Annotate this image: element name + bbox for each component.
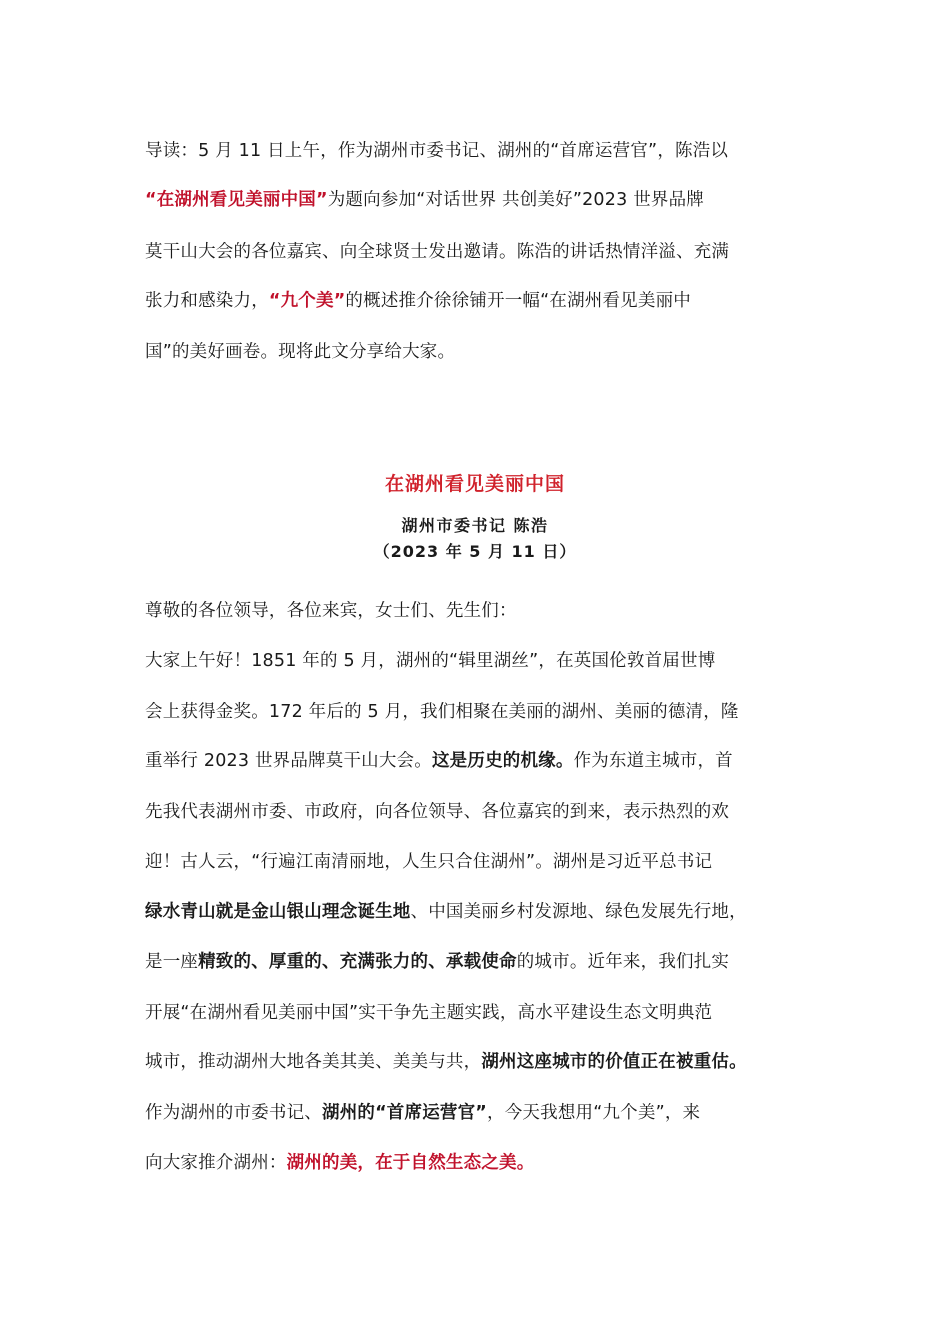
body-text: 作为东道主城市，首 xyxy=(573,751,733,771)
intro-text: 张力和感染力， xyxy=(145,291,269,311)
body-text: 向大家推介湖州： xyxy=(145,1153,287,1173)
body-line-6 xyxy=(145,900,747,924)
intro-text: 国”的美好画卷。现将此文分享给大家。 xyxy=(145,342,456,362)
body-text: 开展“在湖州看见美丽中国”实干争先主题实践，高水平建设生态文明典范 xyxy=(145,1003,713,1023)
body-text: 城市，推动湖州大地各美其美、美美与共， xyxy=(145,1052,482,1072)
body-line-7 xyxy=(145,950,729,974)
body-line-3 xyxy=(145,749,733,773)
speech-author: 湖州市委书记 陈浩 xyxy=(401,516,549,535)
bold-phrase: 精致的、厚重的、充满张力的、承载使命 xyxy=(198,952,517,972)
body-text: 大家上午好！1851 年的 5 月，湖州的“辑里湖丝”，在英国伦敦首届世博 xyxy=(145,651,716,671)
body-line-9 xyxy=(145,1050,747,1074)
greeting-text: 尊敬的各位领导，各位来宾，女士们、先生们： xyxy=(145,601,517,621)
body-text: 重举行 2023 世界品牌莫干山大会。 xyxy=(145,751,432,771)
body-text: 迎！古人云，“行遍江南清丽地，人生只合住湖州”。湖州是习近平总书记 xyxy=(145,852,713,872)
body-line-11 xyxy=(145,1151,534,1175)
bold-phrase: 这是历史的机缘。 xyxy=(431,751,574,771)
intro-text: 为题向参加“对话世界 共创美好”2023 世界品牌 xyxy=(327,190,704,210)
body-line-10 xyxy=(145,1101,700,1125)
body-text: 作为湖州的市委书记、 xyxy=(145,1103,322,1123)
body-line-4 xyxy=(145,800,729,824)
body-text: 的城市。近年来，我们扎实 xyxy=(516,952,730,972)
body-text: 先我代表湖州市委、市政府，向各位领导、各位嘉宾的到来，表示热烈的欢 xyxy=(145,802,730,822)
bold-phrase: 湖州这座城市的价值正在被重估。 xyxy=(481,1052,747,1072)
speech-title: 在湖州看见美丽中国 xyxy=(384,473,565,495)
highlight-title-quote: “在湖州看见美丽中国” xyxy=(145,190,328,210)
intro-line-2 xyxy=(145,188,704,212)
body-line-2 xyxy=(145,700,739,724)
body-line-5 xyxy=(145,850,712,874)
intro-line-1 xyxy=(145,139,728,163)
intro-text: 的概述推介徐徐铺开一幅“在湖州看见美丽中 xyxy=(345,291,691,311)
bold-phrase: 湖州的“首席运营官” xyxy=(322,1103,488,1123)
highlight-natural-beauty: 湖州的美，在于自然生态之美。 xyxy=(286,1153,535,1173)
speech-date: （2023 年 5 月 11 日） xyxy=(373,542,577,561)
body-text: 、中国美丽乡村发源地、绿色发展先行地， xyxy=(410,902,747,922)
bold-phrase: 绿水青山就是金山银山理念诞生地 xyxy=(145,902,411,922)
body-text: ，今天我想用“九个美”，来 xyxy=(487,1103,701,1123)
intro-line-5 xyxy=(145,340,455,364)
intro-line-4 xyxy=(145,289,691,313)
highlight-nine-beauties: “九个美” xyxy=(268,291,346,311)
intro-line-3 xyxy=(145,240,729,264)
intro-text: 导读：5 月 11 日上午，作为湖州市委书记、湖州的“首席运营官”，陈浩以 xyxy=(145,141,729,161)
body-text: 是一座 xyxy=(145,952,199,972)
body-line-1 xyxy=(145,649,715,673)
greeting-line xyxy=(145,599,517,623)
intro-text: 莫干山大会的各位嘉宾、向全球贤士发出邀请。陈浩的讲话热情洋溢、充满 xyxy=(145,242,730,262)
body-line-8 xyxy=(145,1001,712,1025)
body-text: 会上获得金奖。172 年后的 5 月，我们相聚在美丽的湖州、美丽的德清，隆 xyxy=(145,702,739,722)
